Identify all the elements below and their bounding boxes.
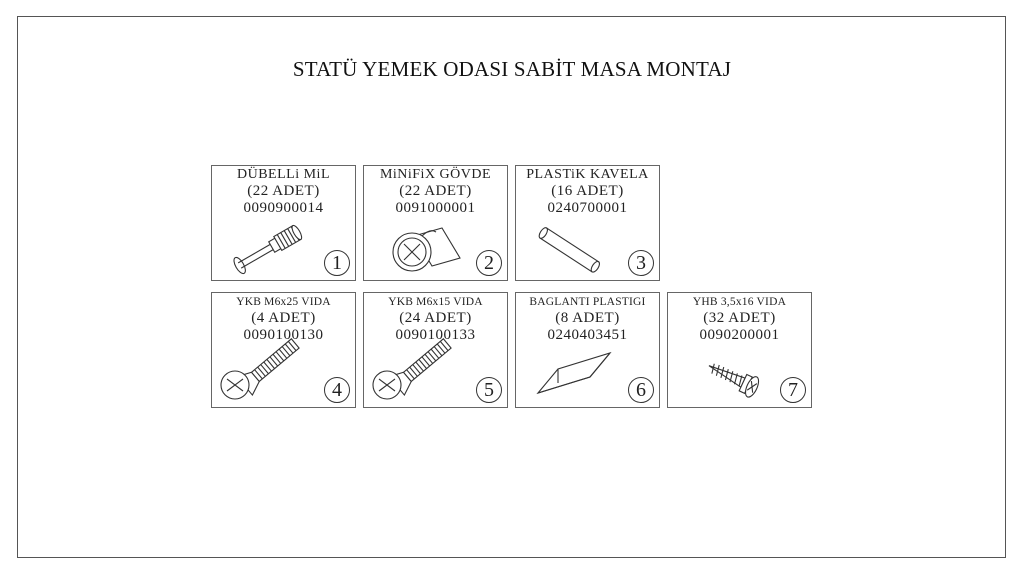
part-code: 0090100130 — [243, 327, 324, 343]
part-code: 0240403451 — [547, 327, 628, 343]
part-quantity: (32 ADET) — [703, 310, 776, 326]
part-quantity: (4 ADET) — [251, 310, 316, 326]
part-number-badge: 1 — [324, 250, 350, 276]
part-quantity: (22 ADET) — [399, 183, 472, 199]
part-number-badge: 6 — [628, 377, 654, 403]
part-name: YKB M6x25 VIDA — [236, 296, 331, 308]
part-quantity: (8 ADET) — [555, 310, 620, 326]
part-quantity: (24 ADET) — [399, 310, 472, 326]
part-number-badge: 3 — [628, 250, 654, 276]
part-card-5 — [363, 292, 508, 408]
part-card-2 — [363, 165, 508, 281]
part-card-7 — [667, 292, 812, 408]
part-code: 0090100133 — [395, 327, 476, 343]
part-code: 0240700001 — [547, 200, 628, 216]
part-number-badge: 4 — [324, 377, 350, 403]
part-code: 0090900014 — [243, 200, 324, 216]
page-title: STATÜ YEMEK ODASI SABİT MASA MONTAJ — [292, 57, 732, 81]
part-name: BAGLANTI PLASTIGI — [529, 296, 646, 308]
drawing-frame — [17, 16, 1006, 558]
part-card-3 — [515, 165, 660, 281]
part-code: 0090200001 — [699, 327, 780, 343]
part-quantity: (16 ADET) — [551, 183, 624, 199]
part-quantity: (22 ADET) — [247, 183, 320, 199]
part-name: YHB 3,5x16 VIDA — [692, 296, 787, 308]
part-number-badge: 7 — [780, 377, 806, 403]
part-number-badge: 5 — [476, 377, 502, 403]
part-name: YKB M6x15 VIDA — [388, 296, 483, 308]
part-name: MiNiFiX GÖVDE — [379, 167, 492, 182]
part-card-6 — [515, 292, 660, 408]
part-card-4 — [211, 292, 356, 408]
part-name: DÜBELLi MiL — [237, 167, 330, 182]
part-name: PLASTiK KAVELA — [526, 167, 649, 182]
part-card-1 — [211, 165, 356, 281]
part-number-badge: 2 — [476, 250, 502, 276]
part-code: 0091000001 — [395, 200, 476, 216]
